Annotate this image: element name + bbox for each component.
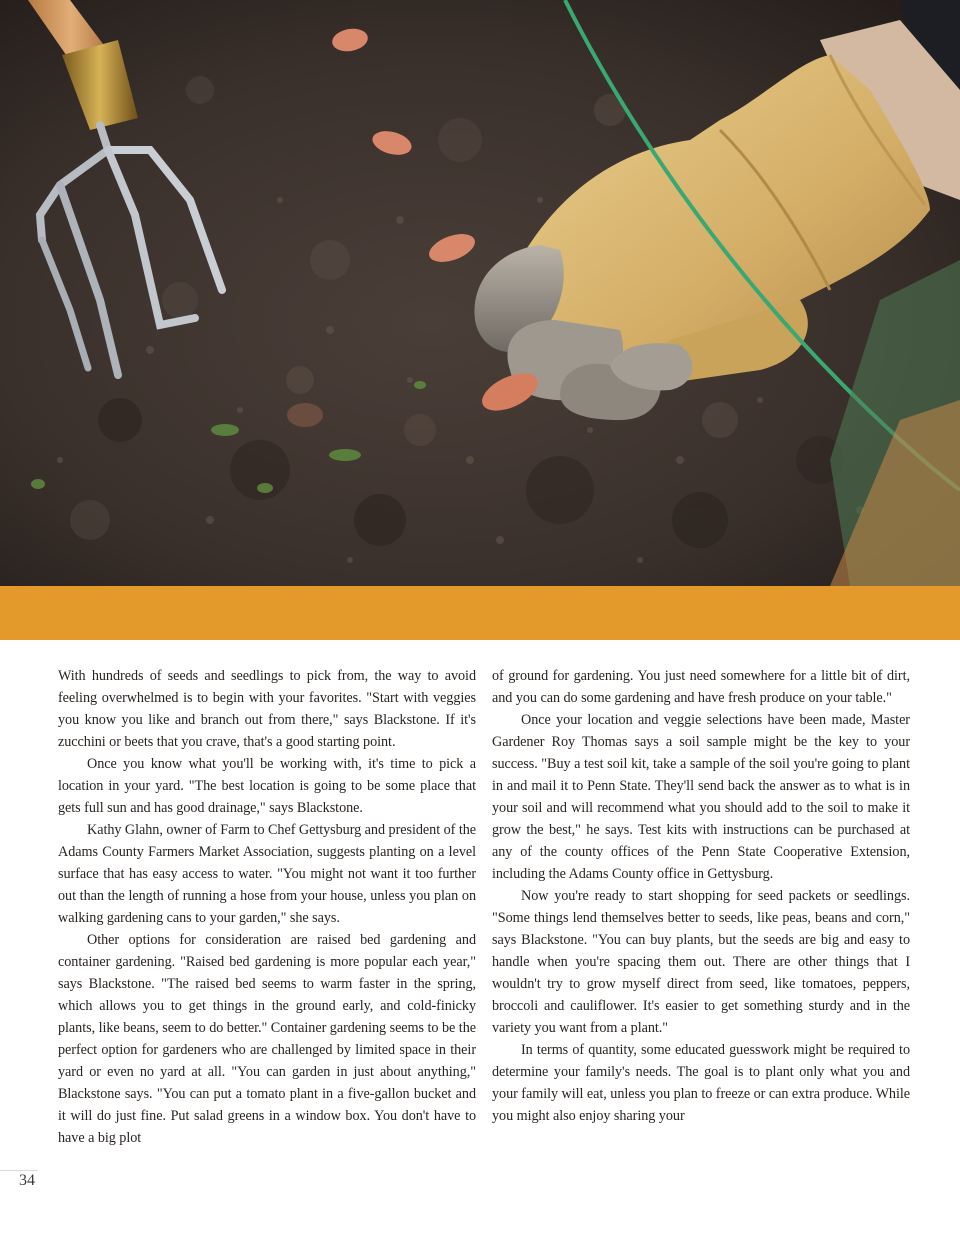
accent-band (0, 586, 960, 640)
paragraph: With hundreds of seeds and seedlings to pick from, the way to avoid feeling overwhelmed is to begin with your favorites. "Start with veggies you know you like and branch out from there," says Blackstone. If it's zucchini or beets that you crave, that's a good starting point. (58, 668, 476, 750)
planting-photo (0, 0, 960, 586)
header-photo (0, 0, 960, 586)
paragraph: Once you know what you'll be working with, it's time to pick a location in your yard. "The best location is going to be some place that gets full sun and has good drainage," says Blackstone. (58, 756, 476, 816)
paragraph: In terms of quantity, some educated guesswork might be required to determine your family's needs. The goal is to plant only what you and your family will eat, unless you plan to freeze or can extra produce. While you might also enjoy sharing your (492, 1042, 910, 1124)
paragraph: Other options for consideration are raised bed gardening and container gardening. "Raised bed gardening is more popular each year," says Blackstone. "The raised bed seems to warm faster in the spring, which allows you to get things in the ground early, and cold-finicky plants, like beans, seem to do better." Container gardening seems to be the perfect option for gardeners who are challenged by limited space in their yard or even no yard at all. "You can garden in just about anything," Blackstone says. "You can put a tomato plant in a five-gallon bucket and it will do just fine. Put salad greens in a window box. You don't have to have a big plot (58, 932, 476, 1146)
paragraph: Now you're ready to start shopping for seed packets or seedlings. "Some things lend themselves better to seeds, like peas, beans and corn," says Blackstone. "You can buy plants, but the seeds are big and easy to handle when you're spacing them out. There are other things that I wouldn't try to grow myself direct from seed, like tomatoes, peppers, broccoli and cauliflower. It's easier to get something sturdy and in the variety you want from a plant." (492, 888, 910, 1036)
article-column-right (492, 665, 910, 1127)
paragraph: of ground for gardening. You just need somewhere for a little bit of dirt, and you can do some gardening and have fresh produce on your table." (492, 668, 910, 706)
page-number-rule (0, 1170, 38, 1171)
article-column-left (58, 665, 476, 1149)
paragraph: Kathy Glahn, owner of Farm to Chef Gettysburg and president of the Adams County Farmers Market Association, suggests planting on a level surface that has easy access to water. "You might not want it too further out than the length of running a hose from your house, unless you plan on walking gardening cans to your garden," she says. (58, 822, 476, 926)
page-number: 34 (19, 1172, 35, 1189)
paragraph: Once your location and veggie selections have been made, Master Gardener Roy Thomas says a soil sample might be the key to your success. "Buy a test soil kit, take a sample of the soil you're going to plant in and mail it to Penn State. They'll send back the answer as to what is in your soil and will recommend what you should add to the soil to make it grow the best," he says. Test kits with instructions can be purchased at any of the county offices of the Penn State Cooperative Extension, including the Adams County office in Gettysburg. (492, 712, 910, 882)
